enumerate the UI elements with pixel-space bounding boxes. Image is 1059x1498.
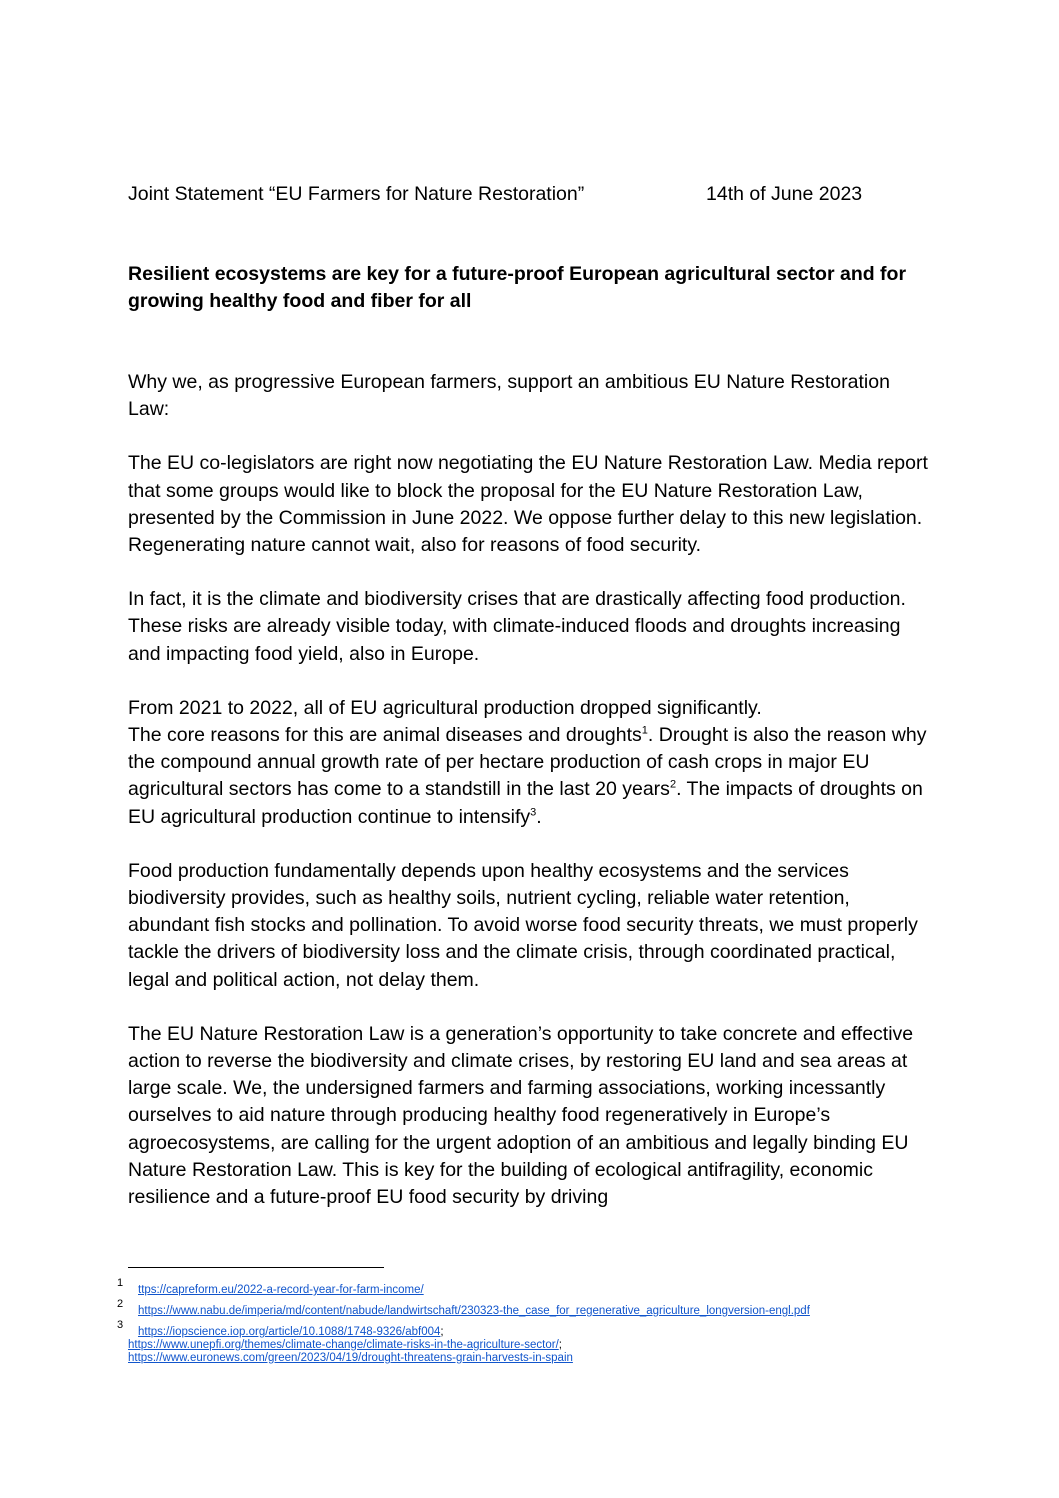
footnote-link-3[interactable]: https://iopscience.iop.org/article/10.1088/1748-9326/abf004	[138, 1326, 441, 1338]
footnote-divider	[128, 1267, 384, 1268]
headline: Resilient ecosystems are key for a future-proof European agricultural sector and for growing healthy food and fiber for all	[128, 263, 907, 312]
footnote-number: 3	[117, 1319, 124, 1331]
paragraph-restoration-law: The EU Nature Restoration Law is a generation’s opportunity to take concrete and effective action to reverse the biodiversity and climate crises, by restoring EU land and sea areas at large scale. We, the undersigned farmers and farming associations, working incessantly ourselves to aid nature through producing healthy food regeneratively in Europe’s agroecosystems, are calling for the urgent adoption of an ambitious and legally binding EU Nature Restoration Law. This is key for the building of ecological antifragility, economic resilience and a future-proof EU food security by driving	[128, 1022, 914, 1209]
footnote-link-2[interactable]: https://www.nabu.de/imperia/md/content/nabude/landwirtschaft/230323-the_case_for_regenerative_agriculture_longversion-engl.pdf	[138, 1305, 810, 1317]
footnote-1	[117, 1278, 947, 1297]
paragraph-negotiation: The EU co-legislators are right now negotiating the EU Nature Restoration Law. Media report that some groups would like to block the proposal for the EU Nature Restoration Law, presented by the Commission in June 2022. We oppose further delay to this new legislation. Regenerating nature cannot wait, also for reasons of food security.	[128, 452, 928, 557]
paragraph-crises: In fact, it is the climate and biodiversity crises that are drastically affecting food production. These risks are already visible today, with climate-induced floods and droughts increasing and impacting food yield, also in Europe.	[128, 588, 906, 665]
paragraph-production: From 2021 to 2022, all of EU agricultural production dropped significantly. The core reasons for this are animal diseases and droughts$^1$. Drought is also the reason why the compound annual growth rate of per hectare production of cash crops in major EU agricultural sectors has come to a standstill in the last 20 years$^2$. The impacts of droughts on EU agricultural production continue to intensify$^3$.	[128, 696, 927, 828]
footnote-ref-3[interactable]: 3	[530, 806, 537, 819]
footnote-3: 3 https://iopscience.iop.org/article/10.1088/1748-9326/abf004;	[117, 1319, 444, 1338]
footnote-number: 2	[117, 1298, 124, 1310]
statement-date: 14th of June 2023	[706, 183, 863, 205]
footnotes	[117, 1278, 947, 1365]
footnote-2	[117, 1299, 947, 1318]
footnote-number: 1	[117, 1277, 124, 1289]
paragraph-ecosystems: Food production fundamentally depends upon healthy ecosystems and the services biodiversity provides, such as healthy soils, nutrient cycling, reliable water retention, abundant fish stocks and pollination. To avoid worse food security threats, we must properly tackle the drivers of biodiversity loss and the climate crisis, through coordinated practical, legal and political action, not delay them.	[128, 859, 918, 991]
statement-title: Joint Statement “EU Farmers for Nature Restoration”	[128, 183, 585, 205]
footnote-ref-1[interactable]: 1	[641, 724, 648, 737]
footnote-ref-2[interactable]: 2	[669, 778, 677, 791]
document-header	[128, 181, 888, 207]
footnote-3-extra-links: https://www.unepfi.org/themes/climate-change/climate-risks-in-the-agriculture-sector/; https://www.euronews.com/green/2023/04/19/drought-threatens-grain-harvests-in-spain	[128, 1339, 573, 1364]
footnote-link-3c[interactable]: https://www.euronews.com/green/2023/04/19/drought-threatens-grain-harvests-in-spain	[128, 1352, 573, 1364]
document-body	[128, 369, 933, 1211]
footnote-link-1[interactable]: ttps://capreform.eu/2022-a-record-year-for-farm-income/	[138, 1284, 424, 1296]
footnote-link-3b[interactable]: https://www.unepfi.org/themes/climate-change/climate-risks-in-the-agriculture-sector/	[128, 1339, 559, 1351]
production-line: From 2021 to 2022, all of EU agricultural production dropped significantly.	[128, 696, 762, 719]
intro-paragraph: Why we, as progressive European farmers, support an ambitious EU Nature Restoration Law:	[128, 371, 890, 421]
